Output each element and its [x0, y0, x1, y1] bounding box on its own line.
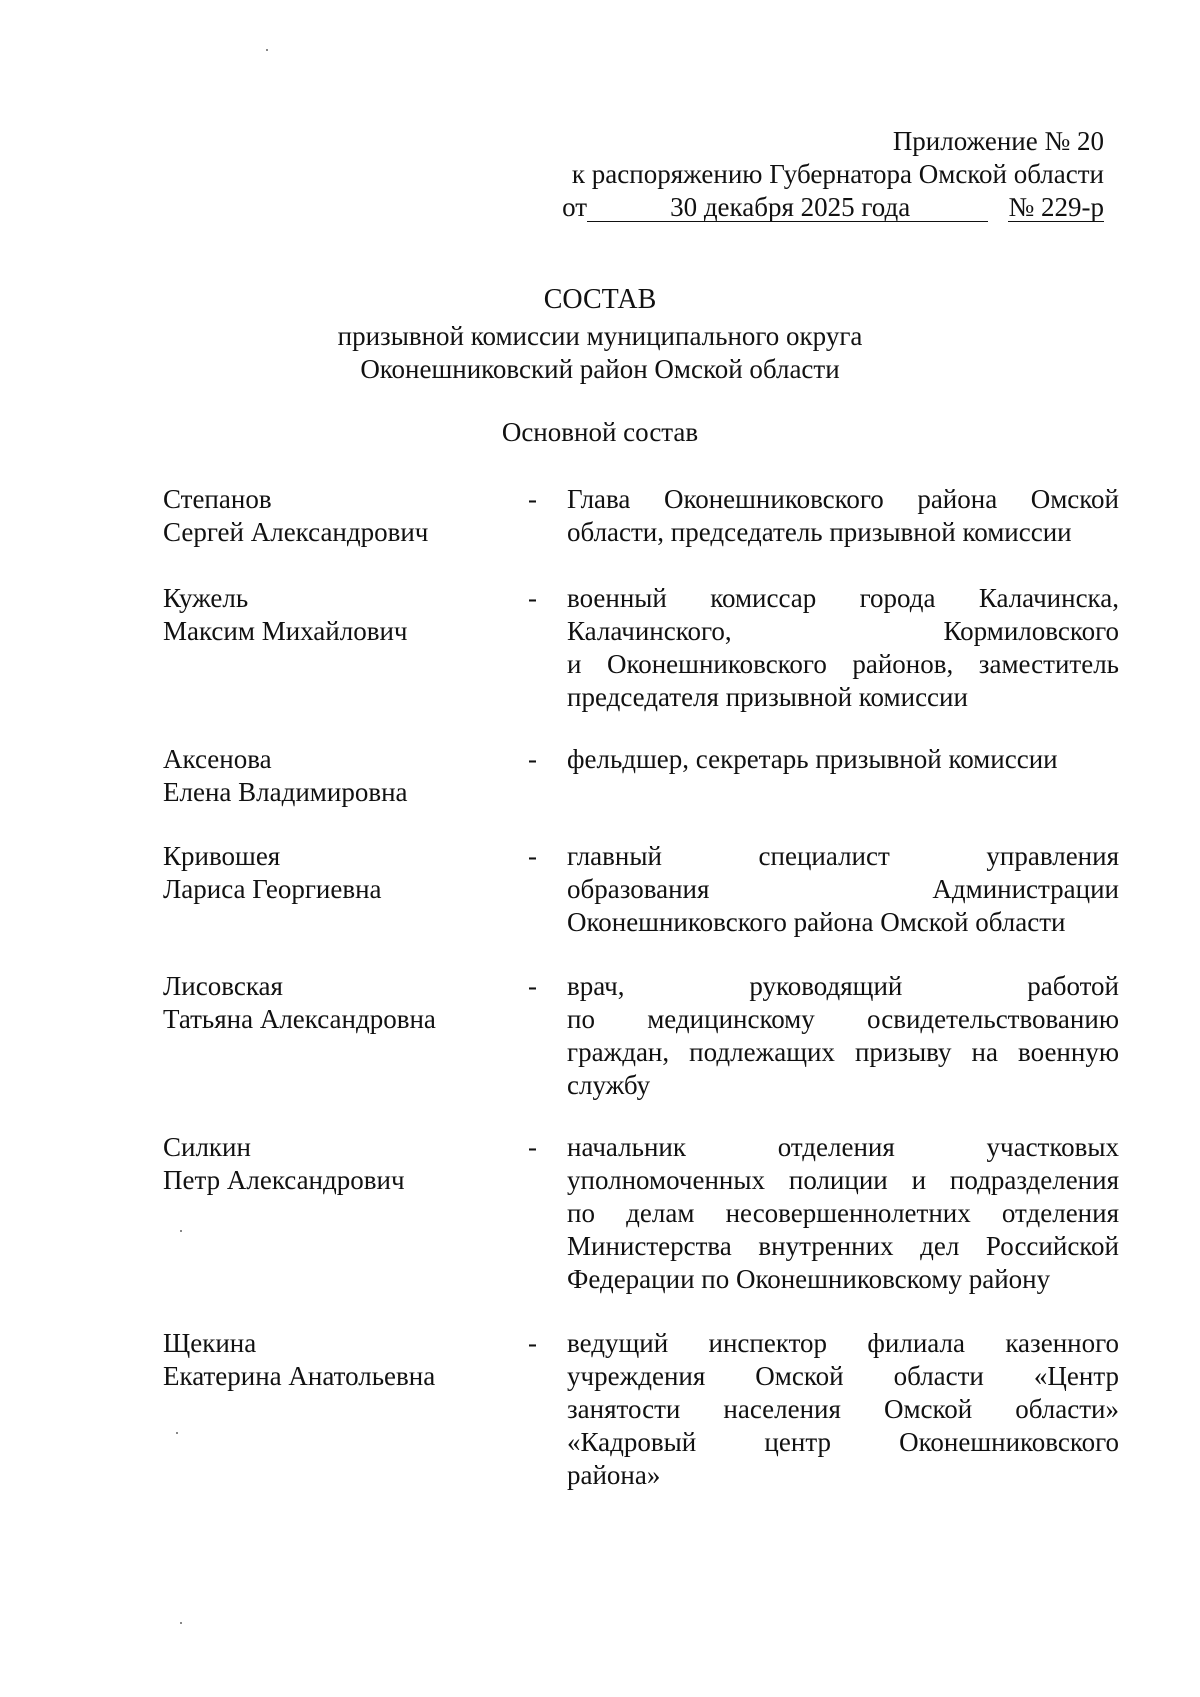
role-line: начальник отделения участковых — [567, 1132, 1119, 1162]
member-given-names: Татьяна Александровна — [163, 1004, 436, 1034]
role-line: граждан, подлежащих призыву на военную — [567, 1037, 1119, 1067]
role-line: занятости населения Омской области» — [567, 1394, 1119, 1424]
member-given-names: Елена Владимировна — [163, 777, 408, 807]
role-line: фельдшер, секретарь призывной комиссии — [567, 744, 1058, 774]
member-dash: - — [528, 1328, 537, 1358]
role-line: и Оконешниковского районов, заместитель — [567, 649, 1119, 679]
role-line: врач, руководящий работой — [567, 971, 1119, 1001]
member-given-names: Петр Александрович — [163, 1165, 405, 1195]
member-role — [567, 743, 1119, 776]
member-given-names: Лариса Георгиевна — [163, 874, 382, 904]
appendix-block — [562, 125, 1104, 224]
section-heading: Основной состав — [501, 417, 699, 447]
member-surname: Силкин — [163, 1132, 251, 1162]
member-given-names: Максим Михайлович — [163, 616, 408, 646]
role-line: по медицинскому освидетельствованию — [567, 1004, 1119, 1034]
member-name — [163, 1131, 503, 1197]
role-line: по делам несовершеннолетних отделения — [567, 1198, 1119, 1228]
member-name — [163, 840, 503, 906]
member-name — [163, 483, 503, 549]
member-dash: - — [528, 744, 537, 774]
role-line: Глава Оконешниковского района Омской — [567, 484, 1119, 514]
member-name — [163, 1327, 503, 1393]
member-given-names: Екатерина Анатольевна — [163, 1361, 436, 1391]
member-dash: - — [528, 971, 537, 1001]
member-role — [567, 1327, 1119, 1492]
role-line: Федерации по Оконешниковскому району — [567, 1264, 1051, 1294]
role-line: уполномоченных полиции и подразделения — [567, 1165, 1119, 1195]
document-title: СОСТАВ — [543, 284, 657, 315]
member-role — [567, 970, 1119, 1102]
role-line: службу — [567, 1070, 651, 1100]
member-surname: Кужель — [163, 583, 249, 613]
role-line: образования Администрации — [567, 874, 1119, 904]
member-given-names: Сергей Александрович — [163, 517, 429, 547]
document-number: № 229-р — [1008, 192, 1104, 222]
member-role — [567, 483, 1119, 549]
member-surname: Щекина — [163, 1328, 257, 1358]
member-surname: Степанов — [163, 484, 272, 514]
document-subtitle-line-2: Оконешниковский район Омской области — [360, 354, 840, 384]
member-surname: Аксенова — [163, 744, 272, 774]
role-line: Министерства внутренних дел Российской — [567, 1231, 1119, 1261]
member-surname: Лисовская — [163, 971, 283, 1001]
member-name — [163, 582, 503, 648]
date-prefix: от — [562, 192, 588, 222]
role-line: Калачинского, Кормиловского — [567, 616, 1119, 646]
role-line: учреждения Омской области «Центр — [567, 1361, 1119, 1391]
document-date: 30 декабря 2025 года — [587, 193, 988, 222]
appendix-date-line — [562, 191, 1104, 224]
role-line: председателя призывной комиссии — [567, 682, 968, 712]
member-surname: Кривошея — [163, 841, 281, 871]
role-line: военный комиссар города Калачинска, — [567, 583, 1119, 613]
member-dash: - — [528, 583, 537, 613]
document-subtitle-line-1: призывной комиссии муниципального округа — [337, 321, 863, 351]
role-line: района» — [567, 1460, 661, 1490]
member-role — [567, 1131, 1119, 1296]
member-role — [567, 582, 1119, 714]
appendix-number: Приложение № 20 — [892, 126, 1104, 156]
member-dash: - — [528, 1132, 537, 1162]
member-name — [163, 743, 503, 809]
role-line: ведущий инспектор филиала казенного — [567, 1328, 1119, 1358]
role-line: «Кадровый центр Оконешниковского — [567, 1427, 1119, 1457]
member-name — [163, 970, 503, 1036]
role-line: области, председатель призывной комиссии — [567, 517, 1072, 547]
member-dash: - — [528, 841, 537, 871]
role-line: главный специалист управления — [567, 841, 1119, 871]
appendix-reference: к распоряжению Губернатора Омской области — [571, 159, 1104, 189]
member-dash: - — [528, 484, 537, 514]
member-role — [567, 840, 1119, 939]
role-line: Оконешниковского района Омской области — [567, 907, 1066, 937]
